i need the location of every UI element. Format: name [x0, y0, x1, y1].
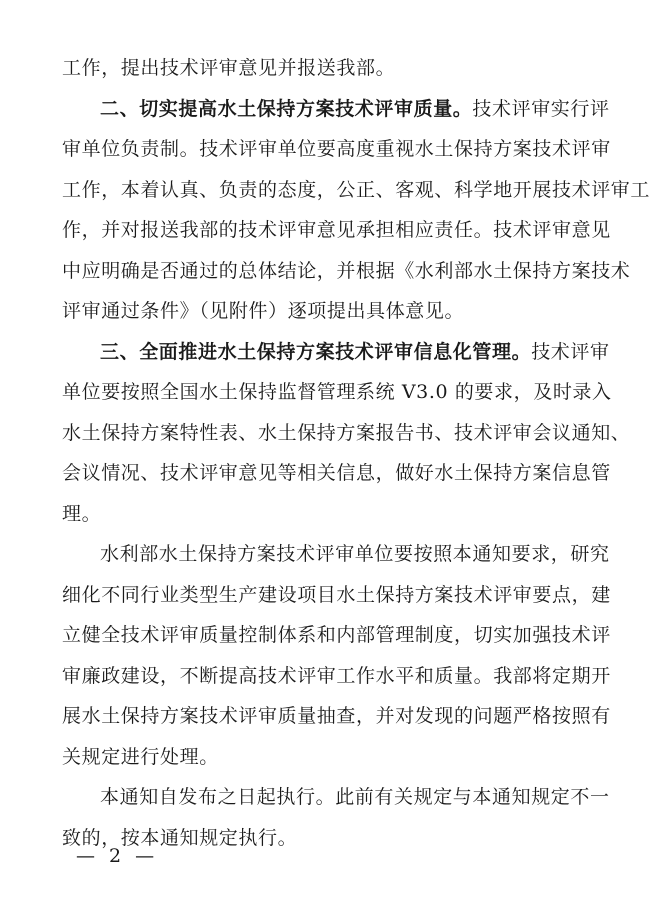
section-heading: 二、切实提高水土保持方案技术评审质量。: [100, 97, 473, 120]
section-heading: 三、全面推进水土保持方案技术评审信息化管理。: [100, 340, 532, 363]
line-text: 中应明确是否通过的总体结论，并根据《水利部水土保持方案技术: [62, 259, 631, 282]
line-text: 立健全技术评审质量控制体系和内部管理制度，切实加强技术评: [62, 624, 611, 646]
text-line: [62, 129, 611, 170]
line-text: 工作，提出技术评审意见并报送我部。: [62, 57, 396, 79]
line-text: 工作，本着认真、负责的态度，公正、客观、科学地开展技术评审工: [62, 178, 650, 201]
line-text: 本通知自发布之日起执行。此前有关规定与本通知规定不一: [100, 786, 610, 808]
text-line: [62, 737, 602, 778]
text-line: [62, 494, 602, 535]
line-text: 理。: [62, 502, 102, 525]
text-line: [62, 372, 612, 413]
section-heading-line: [62, 89, 610, 130]
line-text: 作，并对报送我部的技术评审意见承担相应责任。技术评审意见: [62, 219, 611, 241]
text-line: [62, 251, 631, 292]
text-line: [62, 413, 631, 454]
text-line: [62, 656, 611, 697]
line-text: 审单位负责制。技术评审单位要高度重视水土保持方案技术评审: [62, 138, 611, 160]
text-line: [62, 170, 650, 211]
line-text: 评审通过条件》（见附件）逐项提出具体意见。: [62, 300, 465, 322]
paragraph-start-line: [62, 777, 610, 818]
line-text: 单位要按照全国水土保持监督管理系统 V3.0 的要求，及时录入: [62, 381, 612, 403]
page-number: — 2 —: [76, 845, 159, 867]
line-text: 审廉政建设，不断提高技术评审工作水平和质量。我部将定期开: [62, 664, 611, 687]
line-text: 技术评审实行评: [472, 97, 610, 120]
body-text: [62, 48, 650, 858]
line-text: 展水土保持方案技术评审质量抽查，并对发现的问题严格按照有: [62, 705, 611, 727]
line-text: 致的，按本通知规定执行。: [62, 826, 298, 849]
line-text: 关规定进行处理。: [62, 745, 219, 768]
line-text: 细化不同行业类型生产建设项目水土保持方案技术评审要点，建: [62, 583, 611, 606]
text-line: [62, 575, 611, 616]
line-text: 技术评审: [531, 340, 610, 363]
text-line: [62, 210, 611, 251]
text-line: [62, 48, 602, 89]
text-line: [62, 615, 611, 656]
line-text: 会议情况、技术评审意见等相关信息，做好水土保持方案信息管: [62, 462, 611, 484]
line-text: 水利部水土保持方案技术评审单位要按照本通知要求，研究: [100, 543, 610, 565]
text-line: [62, 453, 611, 494]
section-heading-line: [62, 332, 610, 373]
line-text: 水土保持方案特性表、水土保持方案报告书、技术评审会议通知、: [62, 421, 631, 444]
text-line: [62, 291, 602, 332]
text-line: [62, 696, 611, 737]
paragraph-start-line: [62, 534, 610, 575]
